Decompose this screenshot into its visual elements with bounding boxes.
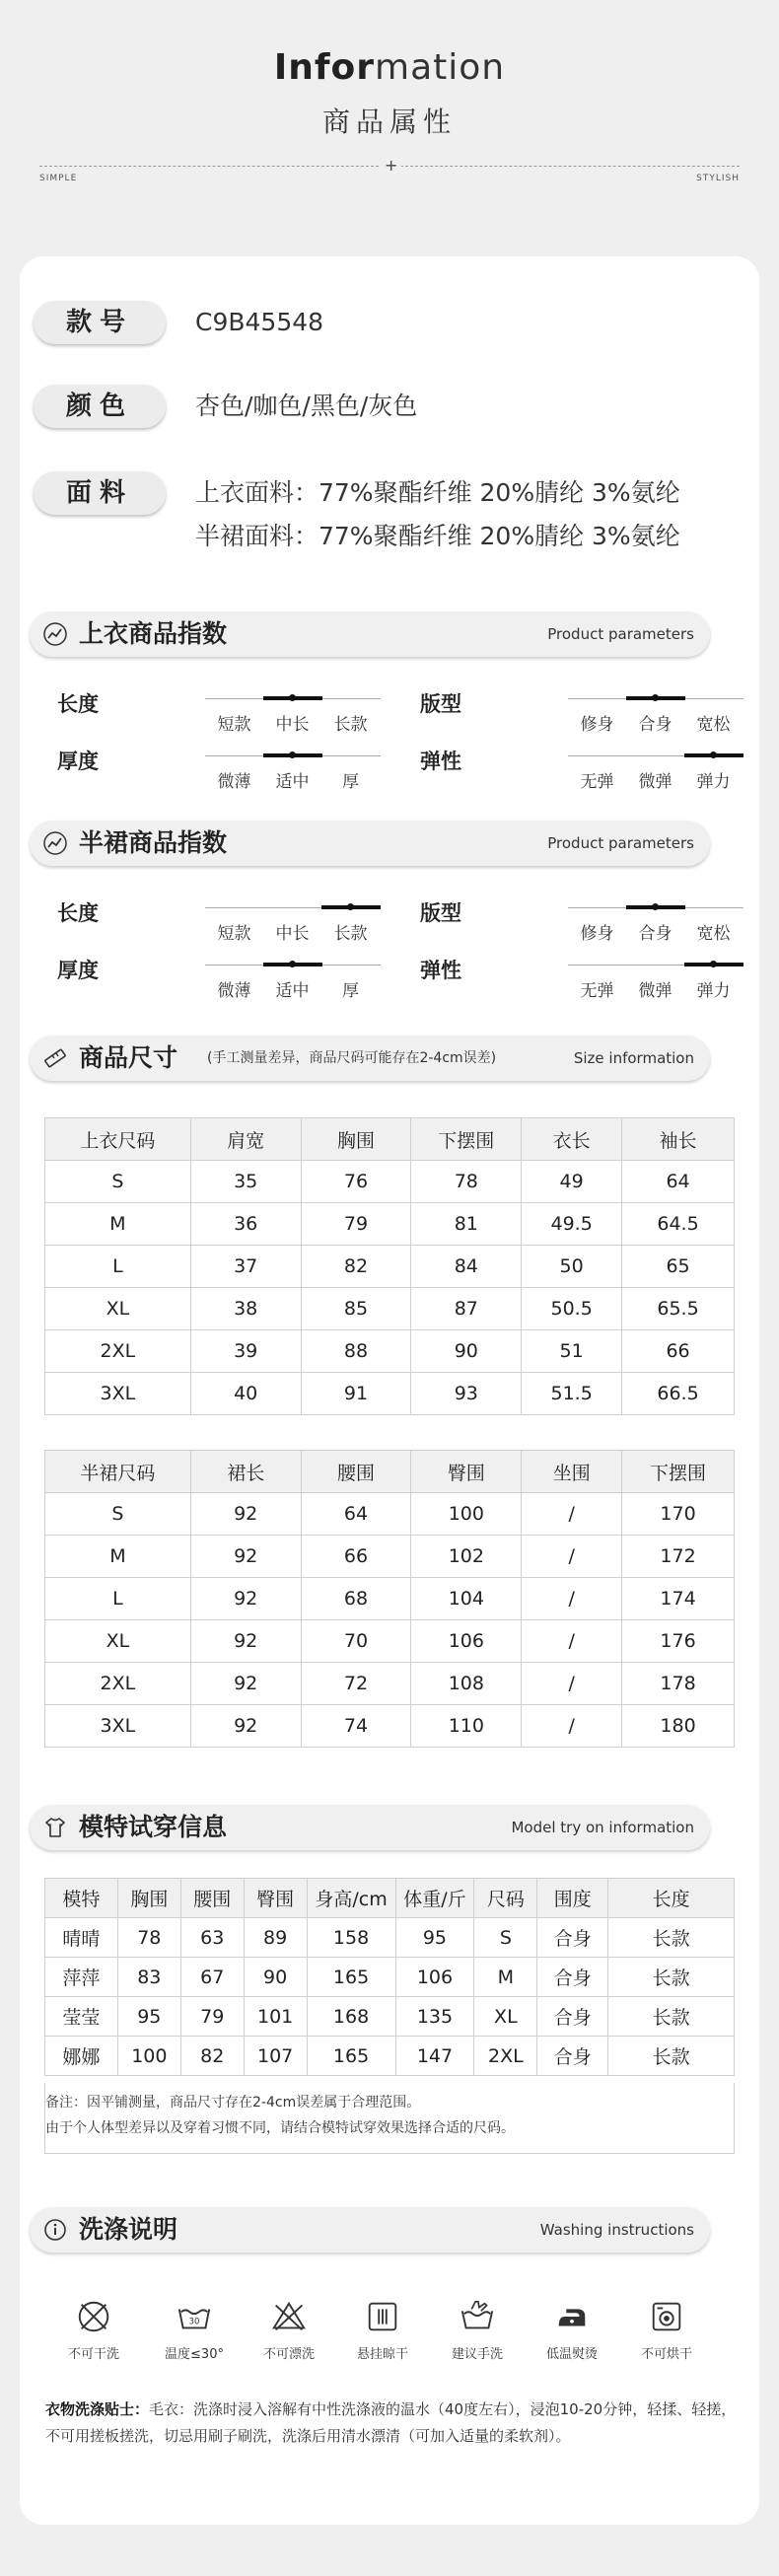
scale-selected-dot xyxy=(289,961,296,967)
table-cell: 3XL xyxy=(45,1373,191,1415)
model-bar xyxy=(30,1805,710,1850)
table-cell: 50.5 xyxy=(522,1288,622,1330)
wash-bar xyxy=(30,2207,710,2253)
scale-thickness xyxy=(205,965,381,1004)
table-cell: L xyxy=(45,1578,191,1620)
table-row xyxy=(45,1536,735,1578)
attr-value: 杏色/咖色/黑色/灰色 xyxy=(195,392,418,420)
table-cell: 64 xyxy=(301,1493,411,1536)
table-cell: S xyxy=(45,1161,191,1203)
trend-icon xyxy=(43,831,67,855)
attr-value-2: 半裙面料：77%聚酯纤维 20%腈纶 3%氨纶 xyxy=(195,522,680,550)
table-cell: 93 xyxy=(411,1373,522,1415)
table-cell: 51 xyxy=(522,1330,622,1373)
scale-selected-dot xyxy=(289,694,296,701)
table-cell: 2XL xyxy=(474,2037,537,2076)
table-cell: 66 xyxy=(301,1536,411,1578)
table-cell: 176 xyxy=(622,1620,735,1663)
table-cell: M xyxy=(45,1203,191,1246)
table-cell: 165 xyxy=(307,2037,395,2076)
table-cell: 92 xyxy=(190,1536,301,1578)
section-title: 半裙商品指数 xyxy=(79,828,228,857)
scale-option: 弹力 xyxy=(696,772,731,792)
scale-selected-dot xyxy=(652,694,659,701)
table-cell: 3XL xyxy=(45,1705,191,1748)
table-cell: 39 xyxy=(190,1330,301,1373)
scale-option: 长款 xyxy=(333,924,368,944)
shirt-icon xyxy=(43,1816,67,1839)
table-cell: 106 xyxy=(395,1958,474,1997)
scale-label-thickness: 厚度 xyxy=(57,750,99,773)
scale-option: 微薄 xyxy=(217,772,251,792)
table-header-cell: 坐围 xyxy=(522,1451,622,1493)
table-header-cell: 体重/斤 xyxy=(395,1879,474,1918)
top-size-table xyxy=(44,1117,735,1415)
section-title: 上衣商品指数 xyxy=(79,619,228,648)
scale-length xyxy=(205,698,381,738)
table-header-cell: 长度 xyxy=(608,1879,735,1918)
table-cell: / xyxy=(522,1620,622,1663)
table-header-row xyxy=(45,1451,735,1493)
table-cell: S xyxy=(474,1918,537,1958)
table-row xyxy=(45,1373,735,1415)
table-cell: 40 xyxy=(190,1373,301,1415)
table-header-cell: 肩宽 xyxy=(190,1118,301,1161)
table-cell: 72 xyxy=(301,1663,411,1705)
attr-value: 上衣面料：77%聚酯纤维 20%腈纶 3%氨纶 xyxy=(195,478,680,507)
svg-text:30: 30 xyxy=(188,2317,200,2327)
scale-option: 修身 xyxy=(580,924,614,944)
table-header-cell: 臀围 xyxy=(411,1451,522,1493)
table-cell: 170 xyxy=(622,1493,735,1536)
table-header-cell: 袖长 xyxy=(622,1118,735,1161)
table-cell: 合身 xyxy=(537,1997,608,2037)
table-cell: 91 xyxy=(301,1373,411,1415)
table-cell: M xyxy=(474,1958,537,1997)
table-row xyxy=(45,1288,735,1330)
hang-dry-icon: 悬挂晾干 xyxy=(343,2298,422,2362)
scale-option: 无弹 xyxy=(580,981,614,1001)
table-cell: 110 xyxy=(411,1705,522,1748)
table-cell: / xyxy=(522,1663,622,1705)
table-row xyxy=(45,1620,735,1663)
table-cell: 89 xyxy=(244,1918,307,1958)
table-header-cell: 下摆围 xyxy=(622,1451,735,1493)
scale-label-length: 长度 xyxy=(57,692,99,716)
scale-stretch xyxy=(568,755,744,795)
table-cell: 83 xyxy=(117,1958,180,1997)
attr-label: 面料 xyxy=(34,471,166,515)
section-en-title: Product parameters xyxy=(547,834,694,852)
model-note-1: 备注：因平铺测量，商品尺寸存在2-4cm误差属于合理范围。 xyxy=(45,2095,421,2111)
table-row xyxy=(45,1705,735,1748)
top-index-bar xyxy=(30,611,710,657)
scale-label-fit: 版型 xyxy=(420,692,461,716)
table-cell: 65 xyxy=(622,1246,735,1288)
table-cell: 38 xyxy=(190,1288,301,1330)
table-row xyxy=(45,1997,735,2037)
table-cell: 长款 xyxy=(608,1997,735,2037)
table-cell: 92 xyxy=(190,1620,301,1663)
table-row xyxy=(45,1918,735,1958)
table-header-cell: 身高/cm xyxy=(307,1879,395,1918)
wash-tip xyxy=(45,2397,745,2450)
table-cell: 180 xyxy=(622,1705,735,1748)
table-cell: XL xyxy=(474,1997,537,2037)
table-cell: M xyxy=(45,1536,191,1578)
table-cell: 36 xyxy=(190,1203,301,1246)
table-cell: 78 xyxy=(411,1161,522,1203)
scale-length xyxy=(205,907,381,947)
table-cell: 104 xyxy=(411,1578,522,1620)
scale-option: 修身 xyxy=(580,715,614,735)
scale-stretch xyxy=(568,965,744,1004)
table-header-cell: 裙长 xyxy=(190,1451,301,1493)
scale-option: 中长 xyxy=(275,715,310,735)
info-icon xyxy=(43,2218,67,2242)
scale-option: 短款 xyxy=(217,715,251,735)
table-cell: / xyxy=(522,1536,622,1578)
table-cell: / xyxy=(522,1705,622,1748)
scale-selected-dot xyxy=(652,903,659,910)
wash-30-icon: 30 温度≤30° xyxy=(155,2298,234,2362)
scale-option: 合身 xyxy=(638,924,673,944)
table-cell: 82 xyxy=(301,1246,411,1288)
table-cell: 78 xyxy=(117,1918,180,1958)
table-cell: 70 xyxy=(301,1620,411,1663)
wash-tip-label: 衣物洗涤贴士： xyxy=(45,2400,150,2418)
table-cell: 79 xyxy=(180,1997,244,2037)
table-cell: 178 xyxy=(622,1663,735,1705)
table-cell: 172 xyxy=(622,1536,735,1578)
scale-option: 适中 xyxy=(275,772,310,792)
no-bleach-icon: 不可漂洗 xyxy=(249,2298,328,2362)
table-cell: XL xyxy=(45,1620,191,1663)
table-header-cell: 模特 xyxy=(45,1879,118,1918)
scale-thickness xyxy=(205,755,381,795)
table-cell: L xyxy=(45,1246,191,1288)
table-cell: S xyxy=(45,1493,191,1536)
table-cell: 107 xyxy=(244,2037,307,2076)
table-cell: 82 xyxy=(180,2037,244,2076)
table-cell: 娜娜 xyxy=(45,2037,118,2076)
table-cell: 49 xyxy=(522,1161,622,1203)
table-cell: 63 xyxy=(180,1918,244,1958)
table-cell: 174 xyxy=(622,1578,735,1620)
attr-color xyxy=(34,385,724,428)
section-en-title: Model try on information xyxy=(511,1819,694,1836)
table-cell: / xyxy=(522,1578,622,1620)
table-header-cell: 下摆围 xyxy=(411,1118,522,1161)
table-header-cell: 腰围 xyxy=(180,1879,244,1918)
scale-label-fit: 版型 xyxy=(420,901,461,925)
no-tumble-dry-icon: 不可烘干 xyxy=(627,2298,706,2362)
table-row xyxy=(45,1203,735,1246)
table-cell: 合身 xyxy=(537,1958,608,1997)
table-header-cell: 围度 xyxy=(537,1879,608,1918)
header-left-tag: SIMPLE xyxy=(39,174,78,183)
attr-label: 颜色 xyxy=(34,385,166,428)
ruler-icon xyxy=(43,1046,67,1070)
scale-label-stretch: 弹性 xyxy=(420,750,461,773)
table-cell: 135 xyxy=(395,1997,474,2037)
scale-selected-dot xyxy=(710,961,717,967)
scale-selected-dot xyxy=(347,903,354,910)
header-subtitle: 商品属性 xyxy=(321,106,457,138)
table-cell: 95 xyxy=(395,1918,474,1958)
table-cell: 85 xyxy=(301,1288,411,1330)
scale-label-thickness: 厚度 xyxy=(57,959,99,982)
table-cell: 92 xyxy=(190,1493,301,1536)
table-cell: XL xyxy=(45,1288,191,1330)
wash-tip-text: 毛衣：洗涤时浸入溶解有中性洗涤液的温水（40度左右），浸泡10-20分钟，轻揉、轻搓，不可用搓板搓洗，切忌用刷子刷洗，洗涤后用清水漂清（可加入适量的柔软剂）。 xyxy=(45,2400,737,2445)
table-cell: 66 xyxy=(622,1330,735,1373)
table-header-row xyxy=(45,1118,735,1161)
table-cell: 64.5 xyxy=(622,1203,735,1246)
attr-value: C9B45548 xyxy=(195,308,324,336)
section-title: 洗涤说明 xyxy=(79,2215,178,2244)
table-cell: 81 xyxy=(411,1203,522,1246)
scale-option: 适中 xyxy=(275,981,310,1001)
table-cell: 65.5 xyxy=(622,1288,735,1330)
table-cell: 90 xyxy=(244,1958,307,1997)
table-cell: 2XL xyxy=(45,1330,191,1373)
scale-option: 微弹 xyxy=(638,981,673,1001)
scale-option: 微弹 xyxy=(638,772,673,792)
table-cell: 101 xyxy=(244,1997,307,2037)
scale-option: 短款 xyxy=(217,924,251,944)
model-table xyxy=(44,1878,735,2076)
no-dry-clean-icon: 不可干洗 xyxy=(54,2298,133,2362)
table-header-cell: 尺码 xyxy=(474,1879,537,1918)
scale-option: 厚 xyxy=(342,981,359,1001)
table-header-cell: 衣长 xyxy=(522,1118,622,1161)
table-cell: / xyxy=(522,1493,622,1536)
table-header-cell: 半裙尺码 xyxy=(45,1451,191,1493)
scale-label-stretch: 弹性 xyxy=(420,959,461,982)
table-header-cell: 胸围 xyxy=(117,1879,180,1918)
table-cell: 2XL xyxy=(45,1663,191,1705)
section-note: (手工测量差异，商品尺码可能存在2-4cm误差) xyxy=(207,1050,497,1066)
table-cell: 92 xyxy=(190,1578,301,1620)
table-cell: 49.5 xyxy=(522,1203,622,1246)
scale-option: 宽松 xyxy=(696,924,731,944)
table-cell: 84 xyxy=(411,1246,522,1288)
attr-style-number xyxy=(34,301,724,344)
table-cell: 108 xyxy=(411,1663,522,1705)
table-cell: 95 xyxy=(117,1997,180,2037)
table-cell: 50 xyxy=(522,1246,622,1288)
table-cell: 100 xyxy=(411,1493,522,1536)
size-bar xyxy=(30,1036,710,1081)
table-cell: 100 xyxy=(117,2037,180,2076)
table-cell: 88 xyxy=(301,1330,411,1373)
scale-label-length: 长度 xyxy=(57,901,99,925)
table-cell: 106 xyxy=(411,1620,522,1663)
table-header-cell: 上衣尺码 xyxy=(45,1118,191,1161)
header-title: Information xyxy=(273,47,506,88)
table-cell: 51.5 xyxy=(522,1373,622,1415)
table-cell: 68 xyxy=(301,1578,411,1620)
table-cell: 萍萍 xyxy=(45,1958,118,1997)
table-cell: 102 xyxy=(411,1536,522,1578)
table-cell: 76 xyxy=(301,1161,411,1203)
table-cell: 64 xyxy=(622,1161,735,1203)
crosshair-icon: + xyxy=(381,156,401,175)
scale-option: 合身 xyxy=(638,715,673,735)
scale-option: 宽松 xyxy=(696,715,731,735)
table-cell: 合身 xyxy=(537,2037,608,2076)
table-cell: 158 xyxy=(307,1918,395,1958)
scale-selected-dot xyxy=(289,751,296,758)
section-title: 商品尺寸 xyxy=(79,1043,178,1072)
table-cell: 长款 xyxy=(608,2037,735,2076)
table-cell: 66.5 xyxy=(622,1373,735,1415)
table-row xyxy=(45,2037,735,2076)
table-cell: 147 xyxy=(395,2037,474,2076)
table-cell: 莹莹 xyxy=(45,1997,118,2037)
model-note-2: 由于个人体型差异以及穿着习惯不同，请结合模特试穿效果选择合适的尺码。 xyxy=(45,2120,515,2136)
section-en-title: Product parameters xyxy=(547,625,694,643)
table-row xyxy=(45,1958,735,1997)
table-cell: 合身 xyxy=(537,1918,608,1958)
table-cell: 92 xyxy=(190,1663,301,1705)
table-cell: 168 xyxy=(307,1997,395,2037)
scale-option: 弹力 xyxy=(696,981,731,1001)
table-row xyxy=(45,1578,735,1620)
table-cell: 67 xyxy=(180,1958,244,1997)
scale-option: 中长 xyxy=(275,924,310,944)
scale-fit xyxy=(568,698,744,738)
table-cell: 37 xyxy=(190,1246,301,1288)
table-cell: 长款 xyxy=(608,1918,735,1958)
trend-icon xyxy=(43,622,67,646)
section-en-title: Size information xyxy=(573,1049,694,1067)
skirt-index-bar xyxy=(30,821,710,866)
scale-option: 长款 xyxy=(333,715,368,735)
attr-label: 款号 xyxy=(34,301,166,344)
scale-option: 厚 xyxy=(342,772,359,792)
header-right-tag: STYLISH xyxy=(696,174,740,183)
scale-option: 无弹 xyxy=(580,772,614,792)
table-cell: 74 xyxy=(301,1705,411,1748)
scale-selected-dot xyxy=(710,751,717,758)
table-header-cell: 臀围 xyxy=(244,1879,307,1918)
table-row xyxy=(45,1246,735,1288)
hand-wash-icon: 建议手洗 xyxy=(438,2298,517,2362)
table-cell: 长款 xyxy=(608,1958,735,1997)
table-cell: 87 xyxy=(411,1288,522,1330)
attr-fabric xyxy=(34,471,744,560)
table-cell: 晴晴 xyxy=(45,1918,118,1958)
section-title: 模特试穿信息 xyxy=(79,1813,228,1841)
page-header xyxy=(0,0,779,256)
scale-option: 微薄 xyxy=(217,981,251,1001)
table-cell: 165 xyxy=(307,1958,395,1997)
table-cell: 92 xyxy=(190,1705,301,1748)
section-en-title: Washing instructions xyxy=(539,2221,694,2239)
table-row xyxy=(45,1663,735,1705)
scale-fit xyxy=(568,907,744,947)
skirt-size-table xyxy=(44,1450,735,1748)
table-header-cell: 腰围 xyxy=(301,1451,411,1493)
table-cell: 90 xyxy=(411,1330,522,1373)
table-row xyxy=(45,1330,735,1373)
table-header-row xyxy=(45,1879,735,1918)
table-row xyxy=(45,1161,735,1203)
table-row xyxy=(45,1493,735,1536)
table-cell: 35 xyxy=(190,1161,301,1203)
table-header-cell: 胸围 xyxy=(301,1118,411,1161)
low-iron-icon: 低温熨烫 xyxy=(532,2298,611,2362)
table-cell: 79 xyxy=(301,1203,411,1246)
